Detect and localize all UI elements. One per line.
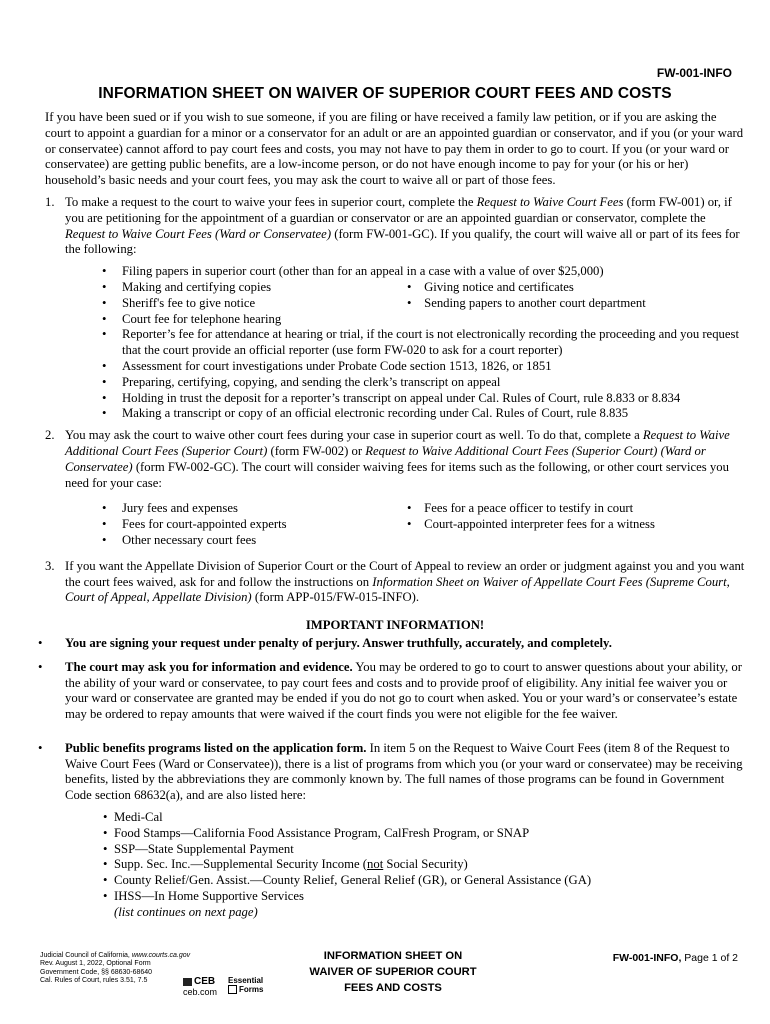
list-item: • SSP—State Supplemental Payment <box>103 842 745 858</box>
form-name: Information Sheet on Waiver of Appellate Court Fees (Supreme Court, Court of Appeal, Appellate Division) <box>65 574 730 605</box>
item-text: (form FW-002-GC). The court will consider waiving fees for items such as the following, or other court services you need for your case: <box>65 459 729 490</box>
fee-list <box>65 501 745 548</box>
list-item: • Sending papers to another court department <box>407 295 646 310</box>
list-item: • County Relief/Gen. Assist.—County Relief, General Relief (GR), or General Assistance (GA) <box>103 873 745 889</box>
ceb-mark-icon <box>183 978 192 986</box>
important-bold: Public benefits programs listed on the application form. <box>65 740 367 755</box>
important-text: You may be ordered to go to court to answer questions about your ability, or the ability of your ward or conservatee, to pay court fees and costs and to provide proof of eligibility. Any initial fee waiver you or your ward or conservatee are granted may be ended if you do not go to court when asked. You or your ward’s or conservatee’s estate may be ordered to repay amounts that were waived if the court finds you were not eligible for the fee waiver. <box>65 659 742 722</box>
bullet: • <box>38 740 43 755</box>
list-item-text: Giving notice and certificates <box>424 279 574 294</box>
forms-box-icon <box>228 985 237 994</box>
item-text: If you want the Appellate Division of Superior Court or the Court of Appeal to review an order or judgment against you and you want the court fees waived, ask for and follow the instructions on <box>65 558 745 589</box>
page-form-id: FW-001-INFO, <box>612 952 682 964</box>
list-item: • Other necessary court fees <box>102 533 745 549</box>
page-title: INFORMATION SHEET ON WAIVER OF SUPERIOR COURT FEES AND COSTS <box>98 85 672 102</box>
list-item-text: Supp. Sec. Inc.—Supplemental Security Income ( <box>114 857 367 872</box>
list-item-row <box>102 280 745 296</box>
footer-title-line: INFORMATION SHEET ON <box>323 950 463 962</box>
list-item: • Court fee for telephone hearing <box>102 312 745 328</box>
footer-line: Government Code, §§ 68630-68640 <box>40 968 153 976</box>
item-text: (form FW-001) or, if you are petitioning for the appointment of a guardian or conservator or are an appointed guardian or conservator, complete the <box>65 194 732 225</box>
list-item <box>103 857 745 873</box>
footer-text: Judicial Council of California, <box>40 952 132 959</box>
list-item: • Court-appointed interpreter fees for a witness <box>407 517 655 532</box>
footer-url: www.courts.ca.gov <box>131 952 191 959</box>
form-name: Request to Waive Court Fees (Ward or Conservatee) <box>65 226 332 241</box>
page-count: Page 1 of 2 <box>681 952 738 964</box>
list-item: • Jury fees and expenses <box>122 501 238 516</box>
item-number: 3. <box>45 558 55 573</box>
footer-title-line: WAIVER OF SUPERIOR COURT <box>309 966 477 978</box>
form-name: Request to Waive Additional Court Fees (Superior Court) (Ward or Conservatee) <box>65 443 706 474</box>
ceb-url: ceb.com <box>183 987 218 997</box>
form-name: Request to Waive Court Fees <box>476 194 624 209</box>
important-text: In item 5 on the Request to Waive Court Fees (item 8 of the Request to Waive Court Fees (Ward or Conservatee)), there is a list of programs from which you (or your ward or conservatee) may be receiving benefits, listed by the abbreviations they are commonly known by. The full names of those programs can be found in Government Code section 68632(a), and are also listed here: <box>65 740 743 803</box>
list-item-row <box>102 517 745 533</box>
list-item-text: Court-appointed interpreter fees for a witness <box>424 517 655 532</box>
list-item-text: Fees for a peace officer to testify in court <box>424 501 634 516</box>
list-item-text: Social Security) <box>383 857 468 872</box>
list-item: • Filing papers in superior court (other than for an appeal in a case with a value of over $25,000) <box>102 264 745 280</box>
list-item-row <box>102 501 745 517</box>
intro-paragraph: If you have been sued or if you wish to sue someone, if you are filing or have received a family law petition, or if you are asking the court to appoint a guardian for a minor or a conservator for an adult or are an appointed guardian or conservator, and if you (or your ward or conservatee) cannot afford to pay court fees and costs, you may not have to pay them in order to go to court. If you (or your ward or conservatee) are getting public benefits, are a low-income person, or do not have enough income to pay for your (or his or her) household’s basic needs and your court fees, you may ask the court to waive all or part of those fees. <box>45 110 744 188</box>
list-item-text: Sending papers to another court department <box>424 295 646 310</box>
important-heading: IMPORTANT INFORMATION! <box>305 618 485 633</box>
bullet: • <box>38 659 43 674</box>
essential-text: Essential <box>228 976 264 985</box>
continued-note: (list continues on next page) <box>114 904 258 919</box>
footer-line: Rev. August 1, 2022, Optional Form <box>40 960 151 968</box>
list-item: • Making a transcript or copy of an official electronic recording under Cal. Rules of Court, rule 8.835 <box>102 406 745 422</box>
benefits-list <box>65 810 745 905</box>
list-item: • Medi-Cal <box>103 810 745 826</box>
item-number: 1. <box>45 194 55 209</box>
list-item: • Sheriff's fee to give notice <box>122 295 256 310</box>
item-number: 2. <box>45 428 55 443</box>
item-text: To make a request to the court to waive your fees in superior court, complete the <box>65 194 477 209</box>
item-text: You may ask the court to waive other court fees during your case in superior court as well. To do that, complete a <box>65 428 643 443</box>
list-item-row <box>102 296 745 312</box>
list-item: • Giving notice and certificates <box>407 279 574 294</box>
list-item: • Making and certifying copies <box>122 279 272 294</box>
list-item: • Fees for a peace officer to testify in court <box>407 501 634 516</box>
footer-line <box>40 952 190 960</box>
footer-citation <box>40 952 190 985</box>
fee-list <box>65 264 745 422</box>
forms-text: Forms <box>239 985 264 994</box>
ceb-text: CEB <box>194 976 216 987</box>
item-text: (form FW-002) or <box>267 443 366 458</box>
list-item: • Holding in trust the deposit for a reporter’s transcript on appeal under Cal. Rules of Court, rule 8.833 or 8.834 <box>102 391 745 407</box>
form-id: FW-001-INFO <box>656 66 732 80</box>
important-bold: You are signing your request under penalty of perjury. Answer truthfully, accurately, and completely. <box>65 635 612 650</box>
footer-title <box>283 948 503 996</box>
list-item: • Food Stamps—California Food Assistance Program, CalFresh Program, or SNAP <box>103 826 745 842</box>
form-body <box>38 110 745 921</box>
list-item: • Assessment for court investigations under Probate Code section 1513, 1826, or 1851 <box>102 359 745 375</box>
essential-forms-logo <box>228 976 263 994</box>
important-bold: The court may ask you for information and evidence. <box>65 659 353 674</box>
footer-line: Cal. Rules of Court, rules 3.51, 7.5 <box>40 976 148 984</box>
item-2 <box>45 428 745 549</box>
list-item: • Reporter’s fee for attendance at hearing or trial, if the court is not electronically recording the proceeding and you request that the court provide an official reporter (use form FW-020 to ask for a court reporter) <box>102 327 745 359</box>
footer-title-line: FEES AND COSTS <box>344 982 442 994</box>
item-text: (form APP-015/FW-015-INFO). <box>251 590 420 605</box>
list-item: • IHSS—In Home Supportive Services <box>103 889 745 905</box>
form-name: Request to Waive Additional Court Fees (Superior Court) <box>65 428 730 458</box>
item-text: (form FW-001-GC). If you qualify, the court will waive all or part of its fees for the following: <box>65 226 740 257</box>
list-item: • Fees for court-appointed experts <box>122 517 287 532</box>
important-item-benefits <box>38 740 745 921</box>
important-item-perjury <box>38 635 745 652</box>
ceb-logo <box>183 976 273 998</box>
item-1 <box>45 195 745 422</box>
item-3 <box>45 559 745 606</box>
list-item: • Preparing, certifying, copying, and sending the clerk’s transcript on appeal <box>102 375 745 391</box>
bullet: • <box>38 635 43 650</box>
page-number <box>613 952 738 964</box>
important-item-evidence <box>38 659 745 723</box>
underlined-text: not <box>367 857 384 872</box>
